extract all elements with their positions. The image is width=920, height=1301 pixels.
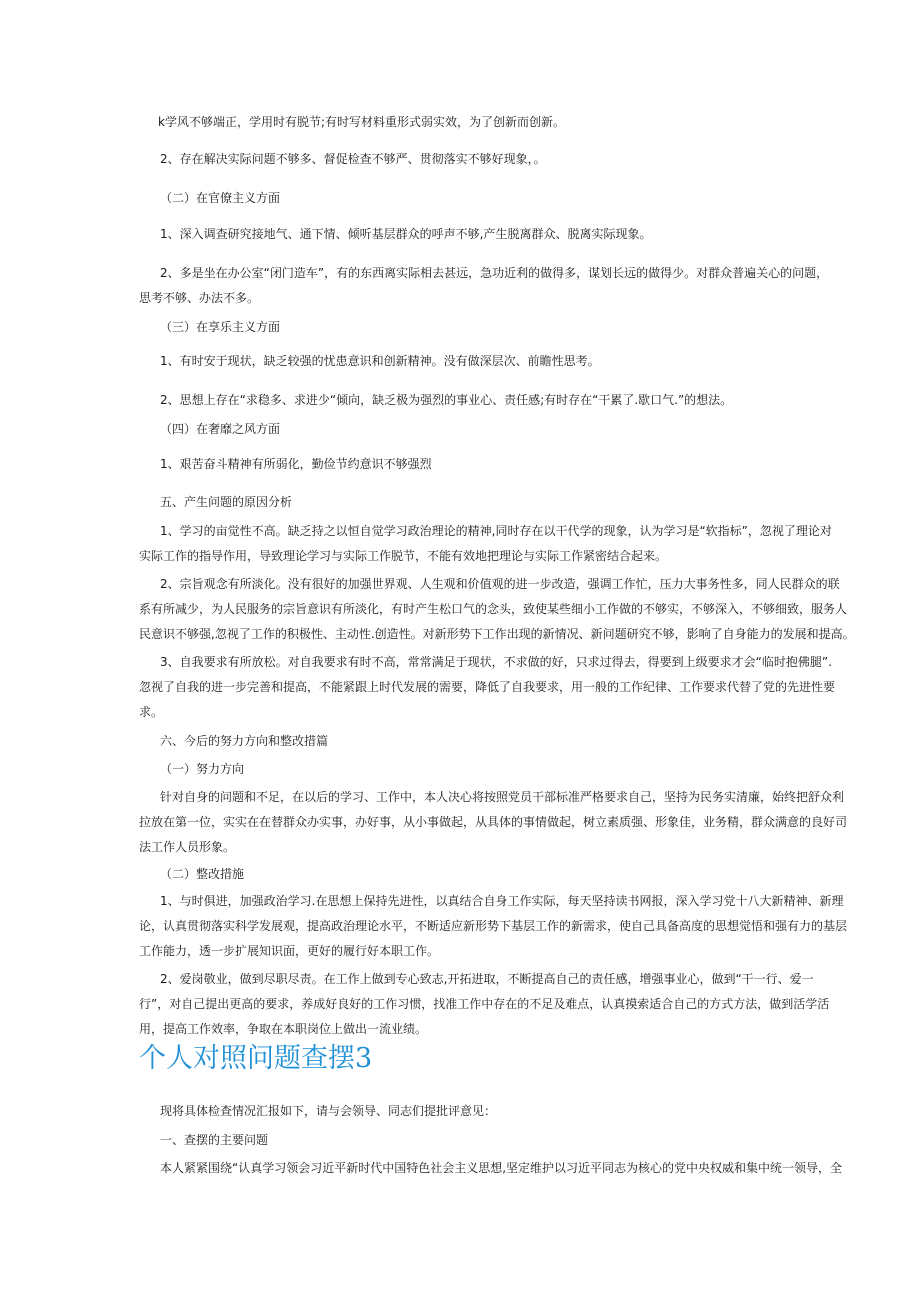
text-line: 1、有时安于现状，缺乏较强的忧患意识和创新精神。没有做深层次、前瞻性思考。 [160,354,600,368]
text-line: 法工作人员形象。 [139,840,236,854]
text-line: 拉放在第一位，实实在在替群众办实事，办好事，从小事做起，从具体的事情做起，树立素质强、形象佳，业务精，群众满意的良好司 [139,815,848,829]
text-line: 论，认真贯彻落实科学发展观，提高政治理论水平，不断适应新形势下基层工作的新需求，使自己具备高度的思想觉悟和强有力的基层 [139,919,848,933]
text-line: 2、思想上存在“求稳多、求进少“倾向，缺乏极为强烈的事业心、责任感;有时存在“干累了.歇口气.”的想法。 [160,393,733,407]
section-heading: 个人对照问题查摆3 [139,1043,373,1074]
text-line: 行”，对自己提出更高的要求，养成好良好的工作习惯，找准工作中存在的不足及难点，认真摸索适合自己的方式方法，做到活学活 [139,997,830,1011]
text-line: （四）在奢靡之风方面 [160,422,281,436]
text-line: 2、爱岗敬业，做到尽职尽责。在工作上做到专心致志,开拓进取，不断提高自己的责任感，增强事业心，做到“干一行、爱一 [160,972,814,986]
text-line: 本人紧紧围绕“认真学习领会习近平新时代中国特色社会主义思想,坚定维护以习近平同志为核心的党中央权威和集中统一领导，全 [160,1161,843,1175]
text-line: 忽视了自我的进一步完善和提高，不能紧跟上时代发展的需要，降低了自我要求，用一般的工作纪律、工作要求代替了党的先进性要 [139,680,836,694]
text-line: 针对自身的问题和不足，在以后的学习、工作中，本人决心将按照党员干部标准严格要求自己，坚持为民务实清廉，始终把舒众利 [160,790,845,804]
text-line: （二）在官僚主义方面 [160,191,281,205]
text-line: 求。 [139,705,164,719]
text-line: 工作能力，透一步扩展知识面，更好的履行好本职工作。 [139,944,440,958]
text-line: 1、学习的亩觉性不高。缺乏持之以恒自觉学习政治理论的精神,同时存在以干代学的现象，认为学习是“软指标”，忽视了理论对 [160,524,832,538]
text-line: 六、今后的努力方向和整改措篇 [160,734,329,748]
text-line: 1、与时俱进，加强政治学习.在思想上保持先进性，以真结合自身工作实际，每天坚持读书网报，深入学习党十八大新精神、新理 [160,894,844,908]
text-line: 3、自我要求有所放松。对自我要求有时不高，常常满足于现状，不求做的好，只求过得去，得要到上级要求才会“临时抱佛腿”. [160,655,832,669]
text-line: （三）在享乐主义方面 [160,320,281,334]
text-line: 思考不够、办法不多。 [139,291,260,305]
text-line: 用，提高工作效率，争取在本职岗位上做出一流业绩。 [139,1022,428,1036]
text-line: 1、深入调查研究接地气、通下情、倾听基层群众的呼声不够,产生脱离群众、脱离实际现象。 [160,227,652,241]
text-line: （一）努力方向 [160,762,245,776]
text-line: 五、产生问题的原因分析 [160,495,293,509]
text-line: k学风不够端正，学用时有脱节;有时写材料重形式弱实效，为了创新而创新。 [158,115,565,129]
text-line: 1、艰苦奋斗精神有所弱化，勤俭节约意识不够强烈 [160,457,432,471]
text-line: 现将具体检查情况汇报如下，请与会领导、同志们提批评意见： [160,1104,497,1118]
text-line: 实际工作的指导作用，导致理论学习与实际工作脱节，不能有效地把理论与实际工作紧密结合起来。 [139,549,668,563]
text-line: 2、存在解决实际问题不够多、督促检查不够严、贯彻落实不够好现象，。 [160,152,546,166]
text-line: 2、多是坐在办公室“闭门造车”，有的东西离实际相去甚远，急功近利的做得多，谋划长远的做得少。对群众普遍关心的问题， [160,266,829,280]
text-line: 系有所减少，为人民服务的宗旨意识有所淡化，有时产生松口气的念头，致使某些细小工作做的不够实，不够深入，不够细致，服务人 [139,602,848,616]
text-line: 民意识不够强,忽视了工作的积极性、主动性.创造性。对新形势下工作出现的新情况、新问题研究不够，影响了自身能力的发展和提高。 [139,627,855,641]
text-line: 2、宗旨观念有所淡化。没有很好的加强世界观、人生观和价值观的进一步改造，强调工作忙，压力大事务性多，同人民群众的联 [160,577,840,591]
text-line: 一、查摆的主要问题 [160,1133,269,1147]
text-line: （二）整改措施 [160,867,245,881]
